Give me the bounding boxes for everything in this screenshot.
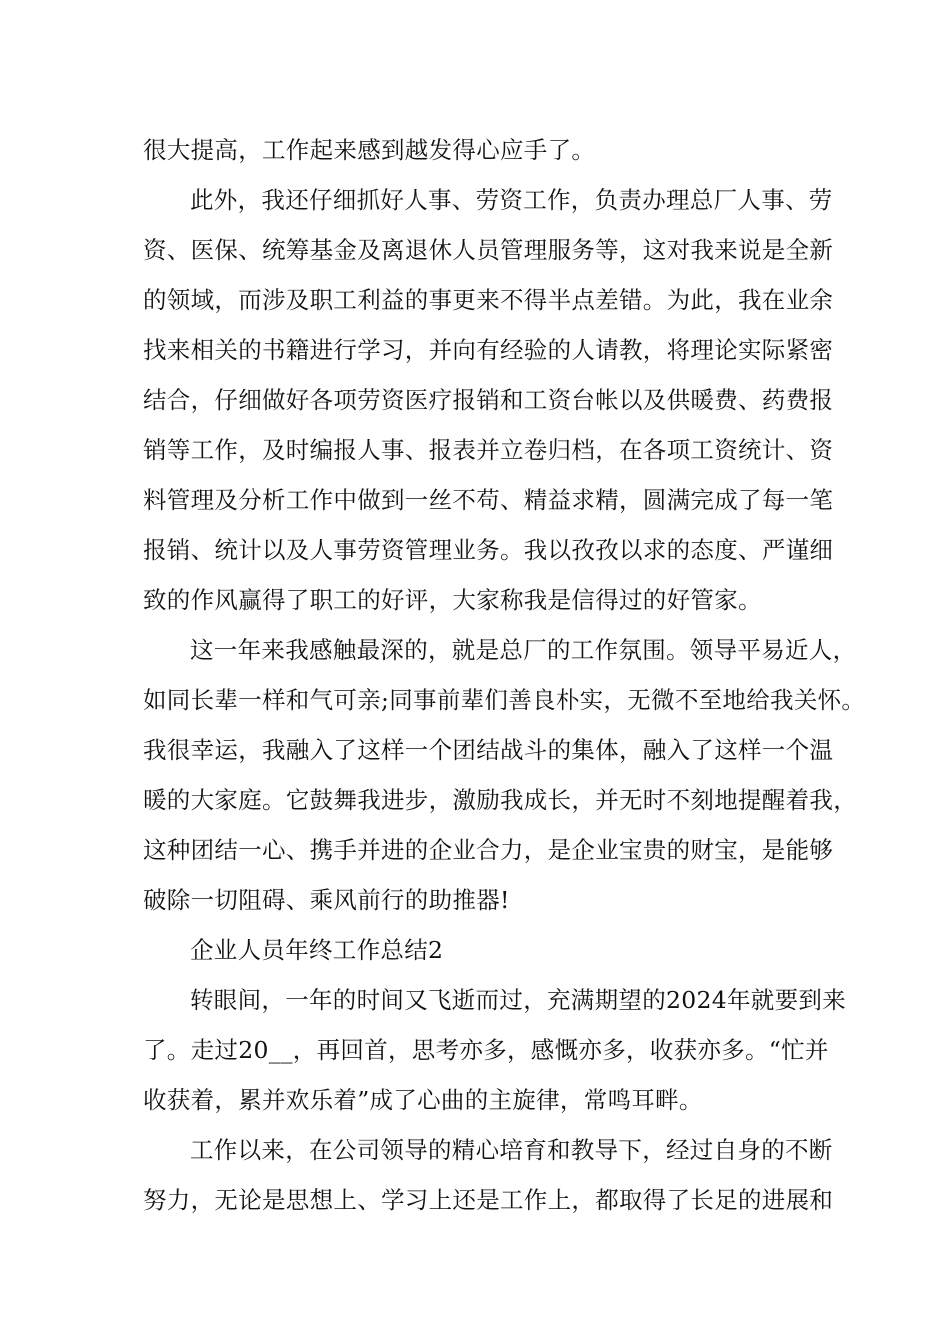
text-line-3: 资、医保、统筹基金及离退休人员管理服务等，这对我来说是全新 bbox=[143, 236, 834, 264]
text-line-22: 努力，无论是思想上、学习上还是工作上，都取得了长足的进展和 bbox=[143, 1186, 834, 1214]
text-line-4: 的领域，而涉及职工利益的事更来不得半点差错。为此，我在业余 bbox=[143, 286, 834, 314]
text-line-1: 很大提高，工作起来感到越发得心应手了。 bbox=[143, 136, 596, 164]
text-line-14: 暖的大家庭。它鼓舞我进步，激励我成长，并无时不刻地提醒着我， bbox=[143, 786, 857, 814]
text-line-10: 致的作风赢得了职工的好评，大家称我是信得过的好管家。 bbox=[143, 586, 762, 614]
text-line-9: 报销、统计以及人事劳资管理业务。我以孜孜以求的态度、严谨细 bbox=[143, 536, 834, 564]
text-line-13: 我很幸运，我融入了这样一个团结战斗的集体，融入了这样一个温 bbox=[143, 736, 834, 764]
text-line-12: 如同长辈一样和气可亲;同事前辈们善良朴实，无微不至地给我关怀。 bbox=[143, 686, 866, 714]
text-line-15: 这种团结一心、携手并进的企业合力，是企业宝贵的财宝，是能够 bbox=[143, 836, 834, 864]
text-line-19: 了。走过20__，再回首，思考亦多，感慨亦多，收获亦多。“忙并 bbox=[143, 1036, 829, 1064]
paragraph-start-line: 此外，我还仔细抓好人事、劳资工作，负责办理总厂人事、劳 bbox=[190, 186, 833, 214]
text-line-16: 破除一切阻碍、乘风前行的助推器! bbox=[143, 886, 510, 914]
paragraph-start-line: 转眼间，一年的时间又飞逝而过，充满期望的2024年就要到来 bbox=[190, 986, 847, 1014]
text-line-7: 销等工作，及时编报人事、报表并立卷归档，在各项工资统计、资 bbox=[143, 436, 834, 464]
text-line-6: 结合，仔细做好各项劳资医疗报销和工资台帐以及供暖费、药费报 bbox=[143, 386, 834, 414]
text-line-5: 找来相关的书籍进行学习，并向有经验的人请教，将理论实际紧密 bbox=[143, 336, 834, 364]
paragraph-start-line: 这一年来我感触最深的，就是总厂的工作氛围。领导平易近人， bbox=[190, 636, 857, 664]
paragraph-start-line: 工作以来，在公司领导的精心培育和教导下，经过自身的不断 bbox=[190, 1136, 833, 1164]
text-line-20: 收获着，累并欢乐着”成了心曲的主旋律，常鸣耳畔。 bbox=[143, 1086, 703, 1114]
text-line-8: 料管理及分析工作中做到一丝不苟、精益求精，圆满完成了每一笔 bbox=[143, 486, 834, 514]
section-heading: 企业人员年终工作总结2 bbox=[190, 936, 444, 964]
